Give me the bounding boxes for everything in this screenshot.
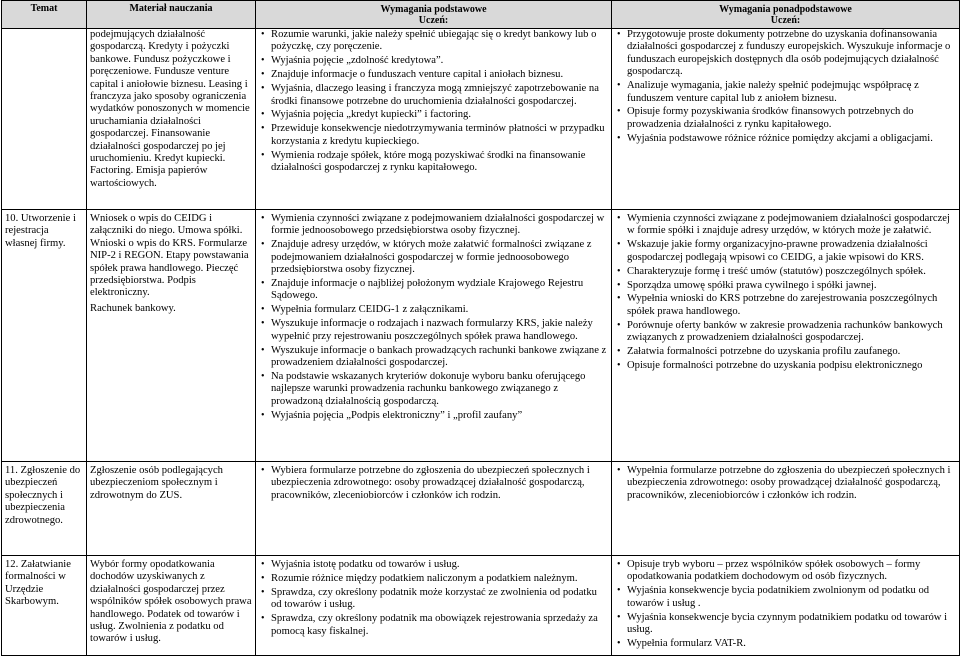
requirement-item: • Wypełnia formularze potrzebne do zgłoszenia do ubezpieczeń społecznych i ubezpieczenia zdrowotnego: osoby prowadzącej działalność gospodarczą, pracowników, zleceniobiorców i członków ich rodzin. [615, 465, 956, 502]
requirement-list [259, 465, 608, 502]
requirement-list [615, 29, 956, 145]
curriculum-table [1, 0, 960, 656]
cell-material [87, 556, 256, 656]
cell-temat [2, 29, 87, 210]
requirement-item: • Wyjaśnia konsekwencje bycia czynnym podatnikiem podatku od towarów i usług. [615, 612, 956, 637]
requirement-item: • Opisuje formalności potrzebne do uzyskania podpisu elektronicznego [615, 360, 956, 372]
header-podstawowe-sub: Uczeń: [418, 14, 449, 26]
requirement-list [615, 213, 956, 372]
cell-ponadpodstawowe [612, 29, 960, 210]
requirement-item: • Wymienia czynności związane z podejmowaniem działalności gospodarczej w formie spółki i znajduje adresy urzędów, w których może je załatwić. [615, 213, 956, 238]
requirement-item: • Wymienia czynności związane z podejmowaniem działalności gospodarczej w formie jednoosobowego przedsiębiorstwa osoby fizycznej. [259, 213, 608, 238]
requirement-item: • Rozumie warunki, jakie należy spełnić ubiegając się o kredyt bankowy lub o pożyczkę, czy poręczenie. [259, 29, 608, 54]
header-material: Materiał nauczania [87, 1, 256, 29]
requirement-item: • Wypełnia formularz CEIDG-1 z załącznikami. [259, 304, 608, 316]
requirement-item: • Rozumie różnice między podatkiem naliczonym a podatkiem należnym. [259, 573, 608, 585]
cell-podstawowe [256, 210, 612, 462]
cell-podstawowe [256, 556, 612, 656]
requirement-item: • Przygotowuje proste dokumenty potrzebne do uzyskania dofinansowania działalności gospodarczej z funduszy europejskich. Wyszukuje informacje o funduszach europejskich dostępnych dla osób podejmujących działalność gospodarczą. [615, 29, 956, 79]
cell-material [87, 210, 256, 462]
material-paragraph: Rachunek bankowy. [90, 302, 176, 314]
requirement-item: • Wymienia rodzaje spółek, które mogą pozyskiwać środki na finansowanie działalności gospodarczej z rynku kapitałowego. [259, 150, 608, 175]
material-paragraph: Wniosek o wpis do CEIDG i załączniki do niego. Umowa spółki. Wnioski o wpis do KRS. Formularze NIP-2 i REGON. Etapy powstawania spółek prawa handlowego. Pieczęć przedsiębiorstwa. Podpis elektroniczny. [90, 213, 249, 299]
requirement-list [259, 559, 608, 638]
requirement-item: • Porównuje oferty banków w zakresie prowadzenia rachunków bankowych związanych z prowadzeniem działalności gospodarczej. [615, 320, 956, 345]
requirement-item: • Wyjaśnia pojęcie „zdolność kredytowa”. [259, 55, 608, 67]
requirement-item: • Wypełnia formularz VAT-R. [615, 638, 956, 650]
requirement-item: • Wypełnia wnioski do KRS potrzebne do zarejestrowania poszczególnych spółek prawa handlowego. [615, 293, 956, 318]
requirement-item: • Na podstawie wskazanych kryteriów dokonuje wyboru banku oferującego najlepsze warunki prowadzenia rachunku bankowego związanego z prowadzoną działalnością gospodarczą. [259, 371, 608, 408]
requirement-item: • Wyjaśnia pojęcia „kredyt kupiecki” i factoring. [259, 109, 608, 121]
requirement-item: • Wyjaśnia pojęcia „Podpis elektroniczny” i „profil zaufany” [259, 410, 608, 422]
requirement-item: • Charakteryzuje formę i treść umów (statutów) poszczególnych spółek. [615, 266, 956, 278]
cell-podstawowe [256, 462, 612, 556]
cell-ponadpodstawowe [612, 462, 960, 556]
requirement-item: • Wskazuje jakie formy organizacyjno-prawne prowadzenia działalności gospodarczej podlegają wpisowi co CEIDG, a jakie wpisowi do KRS. [615, 239, 956, 264]
requirement-item: • Załatwia formalności potrzebne do uzyskania profilu zaufanego. [615, 346, 956, 358]
table-row [2, 29, 960, 210]
material-paragraph: Zgłoszenie osób podlegających ubezpieczeniom społecznym i zdrowotnym do ZUS. [90, 465, 223, 501]
requirement-item: • Sporządza umowę spółki prawa cywilnego i spółki jawnej. [615, 280, 956, 292]
requirement-item: • Opisuje tryb wyboru – przez wspólników spółek osobowych – formy opodatkowania podatkiem dochodowym od osób fizycznych. [615, 559, 956, 584]
requirement-item: • Wyjaśnia istotę podatku od towarów i usług. [259, 559, 608, 571]
table-row [2, 210, 960, 462]
cell-ponadpodstawowe [612, 210, 960, 462]
header-podstawowe [256, 1, 612, 29]
requirement-item: • Wybiera formularze potrzebne do zgłoszenia do ubezpieczeń społecznych i ubezpieczenia zdrowotnego: osoby prowadzącej działalność gospodarczą, pracowników, zleceniobiorców i członków ich rodzin. [259, 465, 608, 502]
requirement-item: • Sprawdza, czy określony podatnik może korzystać ze zwolnienia od podatku od towarów i usług. [259, 587, 608, 612]
header-temat: Temat [2, 1, 87, 29]
requirement-list [615, 559, 956, 650]
header-row [2, 1, 960, 29]
requirement-list [259, 213, 608, 422]
requirement-item: • Wyjaśnia konsekwencje bycia podatnikiem zwolnionym od podatku od towarów i usług . [615, 585, 956, 610]
requirement-item: • Wyjaśnia podstawowe różnice różnice pomiędzy akcjami a obligacjami. [615, 133, 956, 145]
cell-material [87, 29, 256, 210]
header-ponadpodstawowe-sub: Uczeń: [770, 14, 801, 26]
material-paragraph: podejmujących działalność gospodarczą. Kredyty i pożyczki bankowe. Fundusz pożyczkowe i poręczeniowe. Fundusze venture capital i aniołowie biznesu. Leasing i franczyza jako sposoby ograniczenia wydatków ponoszonych w momencie uruchamiania działalności gospodarczej. Finansowanie działalności gospodarczej po jej uruchomieniu. Kredyt kupiecki. Factoring. Emisja papierów wartościowych. [90, 29, 250, 189]
requirement-item: • Opisuje formy pozyskiwania środków finansowych potrzebnych do prowadzenia działalności z rynku kapitałowego. [615, 106, 956, 131]
requirement-item: • Sprawdza, czy określony podatnik ma obowiązek rejestrowania sprzedaży za pomocą kasy fiskalnej. [259, 613, 608, 638]
cell-temat: 12. Załatwianie formalności w Urzędzie Skarbowym. [2, 556, 87, 656]
cell-temat: 11. Zgłoszenie do ubezpieczeń społecznych i ubezpieczenia zdrowotnego. [2, 462, 87, 556]
cell-temat: 10. Utworzenie i rejestracja własnej firmy. [2, 210, 87, 462]
cell-material [87, 462, 256, 556]
table-row [2, 556, 960, 656]
header-podstawowe-title: Wymagania podstawowe [380, 3, 487, 15]
header-ponadpodstawowe [612, 1, 960, 29]
cell-podstawowe [256, 29, 612, 210]
cell-ponadpodstawowe [612, 556, 960, 656]
material-paragraph: Wybór formy opodatkowania dochodów uzyskiwanych z działalności gospodarczej przez wspólników spółek osobowych prawa handlowego. Podatek od towarów i usług. Zwolnienia z podatku od towarów i usług. [90, 559, 252, 645]
requirement-item: • Wyszukuje informacje o bankach prowadzących rachunki bankowe związane z prowadzeniem działalności gospodarczej. [259, 345, 608, 370]
requirement-list [259, 29, 608, 174]
requirement-item: • Przewiduje konsekwencje niedotrzymywania terminów płatności w przypadku korzystania z kredytu kupieckiego. [259, 123, 608, 148]
header-ponadpodstawowe-title: Wymagania ponadpodstawowe [719, 3, 852, 15]
requirement-item: • Wyjaśnia, dlaczego leasing i franczyza mogą zmniejszyć zapotrzebowanie na środki finansowe potrzebne do uruchomienia działalności gospodarczej. [259, 83, 608, 108]
table-row [2, 462, 960, 556]
requirement-item: • Znajduje adresy urzędów, w których może załatwić formalności związane z podejmowaniem działalności gospodarczej w formie jednoosobowego przedsiębiorstwa osoby fizycznej. [259, 239, 608, 276]
requirement-item: • Znajduje informacje o najbliżej położonym wydziale Krajowego Rejestru Sądowego. [259, 278, 608, 303]
requirement-item: • Znajduje informacje o funduszach venture capital i aniołach biznesu. [259, 69, 608, 81]
requirement-list [615, 465, 956, 502]
requirement-item: • Wyszukuje informacje o rodzajach i nazwach formularzy KRS, jakie należy wypełnić przy rejestrowaniu poszczególnych spółek prawa handlowego. [259, 318, 608, 343]
requirement-item: • Analizuje wymagania, jakie należy spełnić podejmując współpracę z funduszem venture capital lub z aniołem biznesu. [615, 80, 956, 105]
